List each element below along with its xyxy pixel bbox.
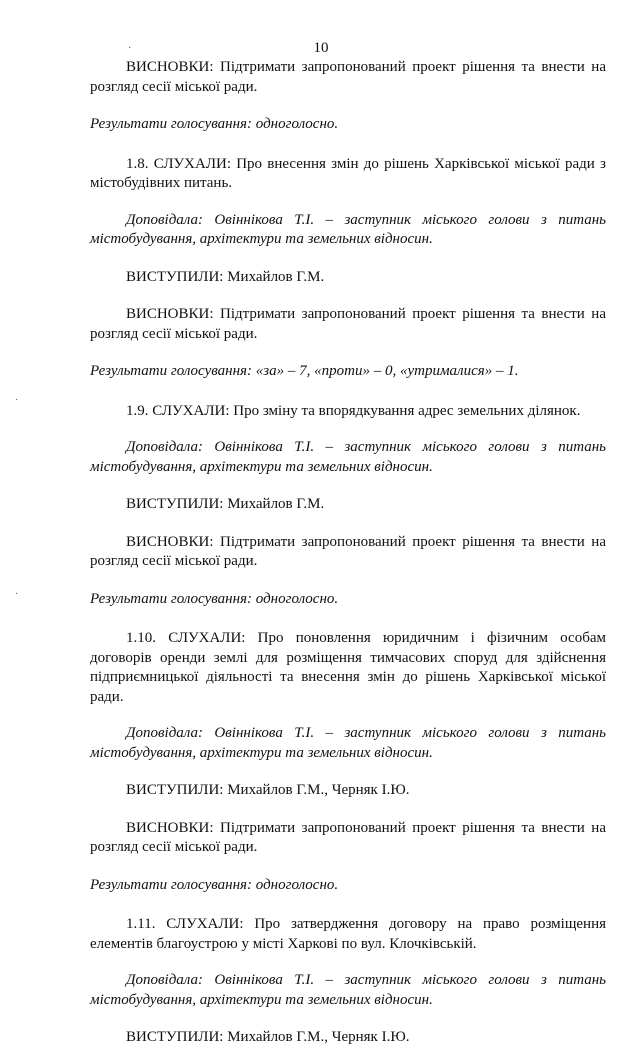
agenda-item-heard: 1.10. СЛУХАЛИ: Про поновлення юридичним і фізичним особам договорів оренди землі для розміщення тимчасових споруд для здійснення підприємницької діяльності та внесення змін до рішень Харківської міської ради. [90,630,606,705]
spoke-text: ВИСТУПИЛИ: Михайлов Г.М., Черняк І.Ю. [126,782,410,798]
conclusion-text: ВИСНОВКИ: Підтримати запропонований проект рішення та внести на розгляд сесії міської ради. [90,819,606,855]
conclusion-text: ВИСНОВКИ: Підтримати запропонований проект рішення та внести на розгляд сесії міської ради. [90,306,606,342]
agenda-item-heard: 1.11. СЛУХАЛИ: Про затвердження договору на право розміщення елементів благоустрою у місті Харкові по вул. Клочківській. [90,916,606,952]
scan-speck: · [15,589,19,600]
voting-results: Результати голосування: одноголосно. [90,590,339,607]
speaker-info: Доповідала: Овіннікова Т.І. – заступник міського голови з питань містобудування, архітектури та земельних відносин. [90,725,606,761]
speaker-info: Доповідала: Овіннікова Т.І. – заступник міського голови з питань містобудування, архітектури та земельних відносин. [90,972,606,1008]
scan-speck: · [15,395,19,406]
voting-results: Результати голосування: «за» – 7, «проти» – 0, «утрималися» – 1. [90,363,519,379]
document-body [90,58,606,1048]
scan-speck: · [128,43,132,54]
spoke-text: ВИСТУПИЛИ: Михайлов Г.М., Черняк І.Ю. [126,1029,410,1045]
conclusion-text: ВИСНОВКИ: Підтримати запропонований проект рішення та внести на розгляд сесії міської ради. [90,59,606,95]
speaker-info: Доповідала: Овіннікова Т.І. – заступник міського голови з питань містобудування, архітектури та земельних відносин. [90,439,606,475]
spoke-text: ВИСТУПИЛИ: Михайлов Г.М. [126,496,325,512]
speaker-info: Доповідала: Овіннікова Т.І. – заступник міського голови з питань містобудування, архітектури та земельних відносин. [90,211,606,247]
agenda-item-heard: 1.8. СЛУХАЛИ: Про внесення змін до рішень Харківської міської ради з містобудівних питань. [90,155,606,191]
agenda-item-heard: 1.9. СЛУХАЛИ: Про зміну та впорядкування адрес земельних ділянок. [126,402,581,419]
voting-results: Результати голосування: одноголосно. [90,876,339,893]
spoke-text: ВИСТУПИЛИ: Михайлов Г.М. [126,268,325,285]
conclusion-text: ВИСНОВКИ: Підтримати запропонований проект рішення та внести на розгляд сесії міської ради. [90,533,606,569]
voting-results: Результати голосування: одноголосно. [90,116,339,132]
page-number: 10 [313,40,329,56]
